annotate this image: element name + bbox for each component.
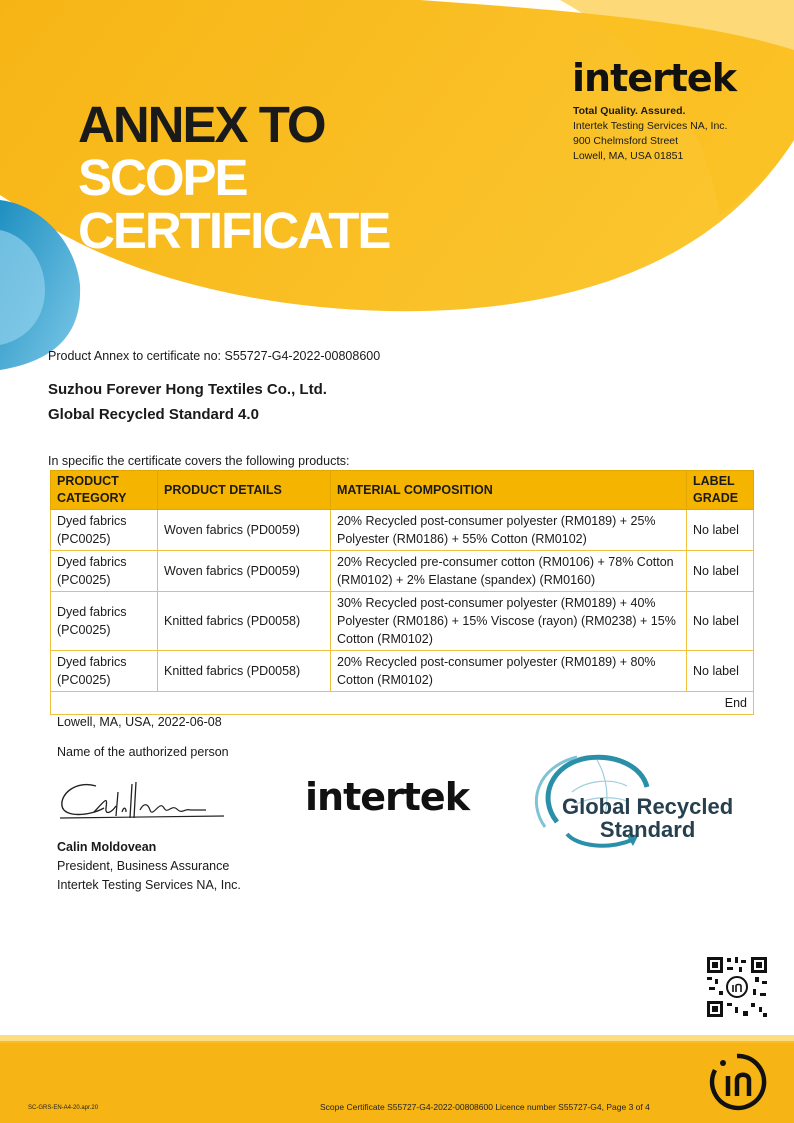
- grs-line-1: Global Recycled: [562, 794, 734, 819]
- issuer-address: [573, 104, 727, 164]
- signatory-name: Calin Moldovean: [57, 840, 157, 854]
- intertek-logo: intertek: [305, 775, 469, 819]
- page-info: Scope Certificate S55727-G4-2022-00808600 Licence number S55727-G4, Page 3 of 4: [320, 1102, 650, 1112]
- certificate-number: Product Annex to certificate no: S55727-G4-2022-00808600: [48, 349, 381, 363]
- cell-category: Dyed fabrics (PC0025): [51, 651, 158, 692]
- cell-composition: 20% Recycled post-consumer polyester (RM0189) + 25% Polyester (RM0186) + 55% Cotton (RM0102): [331, 510, 687, 551]
- header-label-grade: LABEL GRADE: [687, 471, 754, 510]
- cell-composition: 20% Recycled post-consumer polyester (RM0189) + 80% Cotton (RM0102): [331, 651, 687, 692]
- certified-company: Suzhou Forever Hong Textiles Co., Ltd.: [48, 381, 327, 398]
- table-end-label: End: [51, 692, 754, 715]
- table-row: [51, 651, 754, 692]
- certified-standard: Global Recycled Standard 4.0: [48, 406, 259, 423]
- products-table: [50, 470, 754, 715]
- title-line-2: SCOPE: [78, 149, 247, 206]
- title-line-1: ANNEX TO: [78, 96, 325, 153]
- signatory-org: Intertek Testing Services NA, Inc.: [57, 878, 241, 892]
- qr-code: [705, 955, 769, 1019]
- authorized-person-label: Name of the authorized person: [57, 745, 229, 759]
- header-product-details: PRODUCT DETAILS: [158, 471, 331, 510]
- signatory-title: President, Business Assurance: [57, 859, 230, 873]
- cell-grade: No label: [687, 651, 754, 692]
- intertek-logo-top: intertek: [572, 56, 736, 100]
- cell-grade: No label: [687, 551, 754, 592]
- cell-grade: No label: [687, 510, 754, 551]
- issuer-street: 900 Chelmsford Street: [573, 135, 679, 147]
- tagline: Total Quality. Assured.: [573, 105, 686, 117]
- issuer-city: Lowell, MA, USA 01851: [573, 150, 684, 162]
- header-material-composition: MATERIAL COMPOSITION: [331, 471, 687, 510]
- header-product-category: PRODUCT CATEGORY: [51, 471, 158, 510]
- table-row: [51, 592, 754, 651]
- cell-details: Knitted fabrics (PD0058): [158, 592, 331, 651]
- form-code: SC-GRS-EN-A4-20.apr.20: [28, 1105, 99, 1111]
- cell-composition: 20% Recycled pre-consumer cotton (RM0106) + 78% Cotton (RM0102) + 2% Elastane (spandex) (RM0160): [331, 551, 687, 592]
- cell-category: Dyed fabrics (PC0025): [51, 592, 158, 651]
- issuer-company: Intertek Testing Services NA, Inc.: [573, 120, 728, 132]
- page-title: [78, 98, 389, 257]
- cell-details: Woven fabrics (PD0059): [158, 551, 331, 592]
- cell-grade: No label: [687, 592, 754, 651]
- title-line-3: CERTIFICATE: [78, 202, 390, 259]
- cell-category: Dyed fabrics (PC0025): [51, 551, 158, 592]
- grs-logo-text: [562, 795, 733, 841]
- cell-composition: 30% Recycled post-consumer polyester (RM0189) + 40% Polyester (RM0186) + 15% Viscose (rayon) (RM0238) + 15% Cotton (RM0102): [331, 592, 687, 651]
- signature: [56, 772, 226, 832]
- place-date: Lowell, MA, USA, 2022-06-08: [57, 715, 222, 729]
- signatory-details: [57, 857, 241, 895]
- cell-details: Knitted fabrics (PD0058): [158, 651, 331, 692]
- grs-line-2: Standard: [599, 817, 696, 842]
- cell-details: Woven fabrics (PD0059): [158, 510, 331, 551]
- table-end-row: [51, 692, 754, 715]
- table-header-row: [51, 471, 754, 510]
- table-row: [51, 510, 754, 551]
- products-intro: In specific the certificate covers the following products:: [48, 454, 350, 468]
- table-row: [51, 551, 754, 592]
- intertek-in-icon: [707, 1052, 767, 1112]
- cell-category: Dyed fabrics (PC0025): [51, 510, 158, 551]
